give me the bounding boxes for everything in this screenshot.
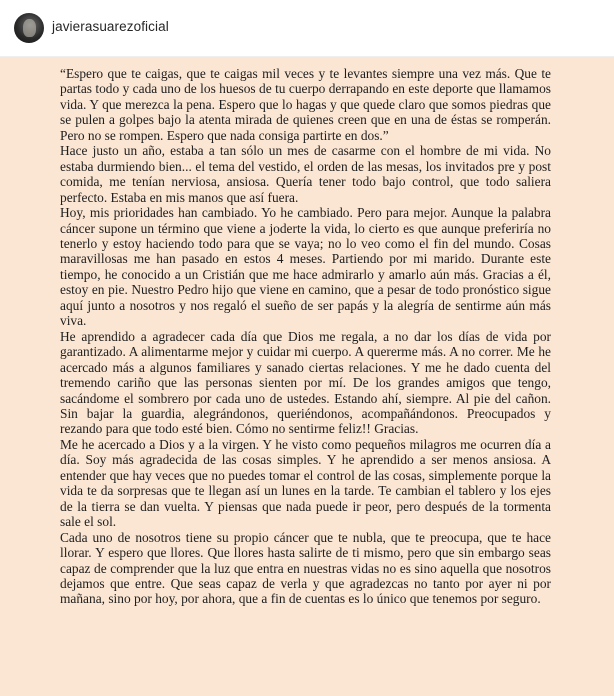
post-text <box>60 66 551 607</box>
paragraph-year-ago: Hace justo un año, estaba a tan sólo un mes de casarme con el hombre de mi vida. No estaba durmiendo bien... el tema del vestido, el orden de las mesas, los invitados pre y post comida, me tenían nerviosa, ansiosa. Quería tener todo bajo control, que todo saliera perfecto. Estaba en mis manos que así fuera. <box>60 143 551 205</box>
paragraph-gratitude: He aprendido a agradecer cada día que Dios me regala, a no dar los días de vida por garantizado. A alimentarme mejor y cuidar mi cuerpo. A quererme más. A no correr. Me he acercado más a algunos familiares y sanado ciertas relaciones. Y me he dado cuenta del tremendo cariño que las personas sienten por mí. De los grandes amigos que tengo, sacándome el sombrero por cada uno de ustedes. Estando ahí, siempre. Al pie del cañon. Sin bajar la guardia, alegrándonos, queriéndonos, acompañándonos. Preocupados y rezando para que todo esté bien. Cómo no sentirme feliz!! Gracias. <box>60 328 551 437</box>
paragraph-quote: “Espero que te caigas, que te caigas mil veces y te levantes siempre una vez más. Que te partas todo y cada uno de los huesos de tu cuerpo derrapando en este deporte que llamamos vida. Y que merezca la pena. Espero que lo hagas y que quede claro que somos piedras que se pulen a golpes bajo la atenta mirada de quienes creen que en una de éstas se romperán. Pero no se rompen. Espero que nada consiga partirte en dos.” <box>60 66 551 143</box>
post-header <box>0 0 614 57</box>
post-image <box>0 57 614 696</box>
username-link[interactable]: javierasuarezoficial <box>52 19 169 34</box>
profile-avatar[interactable] <box>14 13 44 43</box>
paragraph-faith: Me he acercado a Dios y a la virgen. Y he visto como pequeños milagros me ocurren día a día. Soy más agradecida de las cosas simples. Y he aprendido a ser menos ansiosa. A entender que hay veces que no puedes tomar el control de las cosas, simplemente porque la vida te da sorpresas que te llegan así un lunes en la tarde. Te cambian el tablero y los ejes de la tierra se dan vuelta. Y piensas que nada puede ir peor, pero después de la tormenta sale el sol. <box>60 436 551 530</box>
paragraph-closing: Cada uno de nosotros tiene su propio cáncer que te nubla, que te preocupa, que te hace llorar. Y espero que llores. Que llores hasta salirte de ti mismo, pero que sin embargo seas capaz de comprender que la luz que entra en nuestras vidas no es sino aquella que nosotros dejamos que entre. Que seas capaz de verla y que agradezcas no tanto por ayer ni por mañana, sino por hoy, por ahora, que a fin de cuentas es lo único que tenemos por seguro. <box>60 529 551 607</box>
paragraph-priorities: Hoy, mis prioridades han cambiado. Yo he cambiado. Pero para mejor. Aunque la palabra cáncer supone un término que viene a joderte la vida, lo cierto es que aunque preferiría no tenerlo y estoy haciendo todo para que se vaya; no lo veo como el fin del mundo. Cosas maravillosas me han pasado en estos 4 meses. Partiendo por mi marido. Durante este tiempo, he conocido a un Cristián que me hace admirarlo y amarlo aún más. Gracias a él, estoy en pie. Nuestro Pedro hijo que viene en camino, que a pesar de todo pronóstico sigue aquí junto a nosotros y nos regaló el sueño de ser papás y la alegría de sentirme aún más viva. <box>60 205 551 329</box>
